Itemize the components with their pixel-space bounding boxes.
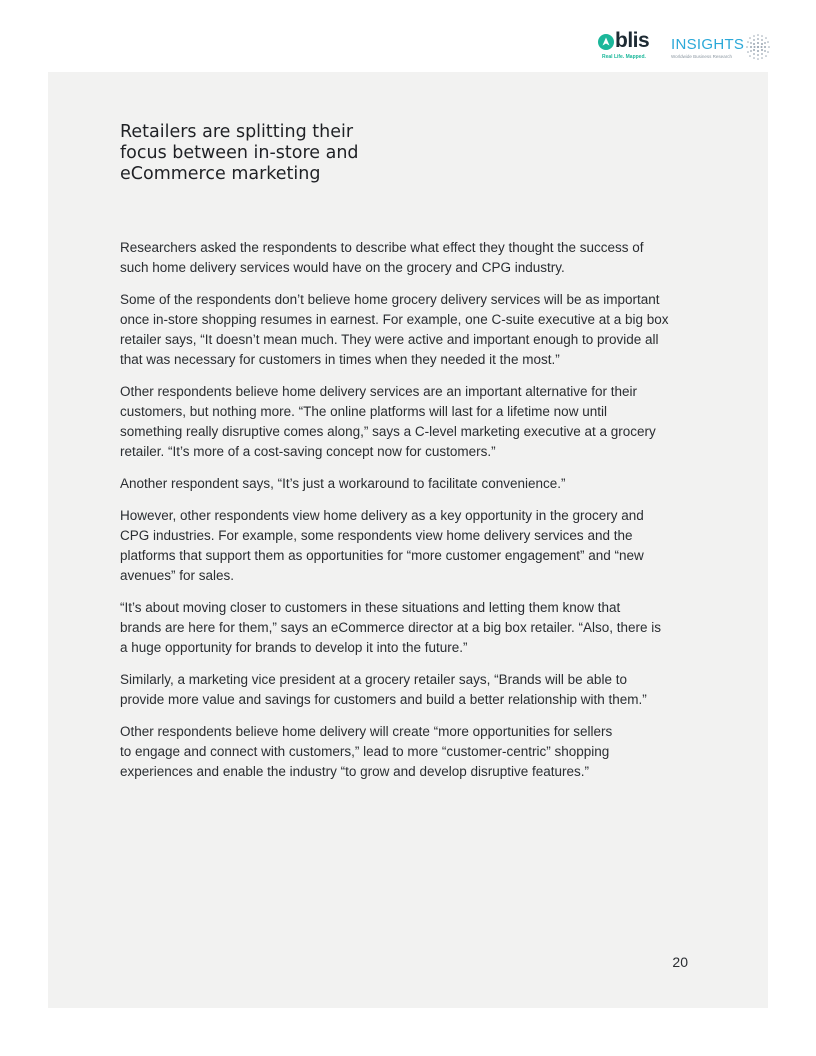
page-number: 20 (672, 954, 688, 970)
paragraph: Other respondents believe home delivery services are an important alternative for their customers, but nothing more. “The online platforms will last for a lifetime now until something really disruptive comes along,” says a C-level marketing executive at a grocery retailer. “It’s more of a cost-saving concept now for customers.” (120, 384, 656, 459)
dotted-globe-icon (743, 32, 773, 62)
blis-arrow-icon (598, 34, 614, 50)
insights-tagline: Worldwide Business Research (671, 54, 732, 59)
paragraph: However, other respondents view home delivery as a key opportunity in the grocery and CPG industries. For example, some respondents view home delivery services and the platforms that support them as opportunities for “more customer engagement” and “new avenues” for sales. (120, 508, 644, 583)
paragraph: Other respondents believe home delivery will create “more opportunities for sellers to engage and connect with customers,” lead to more “customer-centric” shopping experiences and enable the industry “to grow and develop disruptive features.” (120, 724, 613, 779)
blis-logo (598, 29, 652, 62)
paragraph: Researchers asked the respondents to describe what effect they thought the success of such home delivery services would have on the grocery and CPG industry. (120, 240, 644, 275)
paragraph: “It’s about moving closer to customers in these situations and letting them know that brands are here for them,” says an eCommerce director at a big box retailer. “Also, there is a huge opportunity for brands to develop it into the future.” (120, 600, 661, 655)
blis-logo-text: blis (615, 29, 650, 52)
paragraph: Similarly, a marketing vice president at a grocery retailer says, “Brands will be able to provide more value and savings for customers and build a better relationship with them.” (120, 672, 647, 707)
insights-logo-text: INSIGHTS (671, 36, 745, 53)
page-title: Retailers are splitting their focus between in-store and eCommerce marketing (120, 122, 359, 184)
paragraph: Another respondent says, “It’s just a workaround to facilitate convenience.” (120, 476, 566, 491)
page-header (0, 0, 816, 72)
paragraph: Some of the respondents don’t believe home grocery delivery services will be as important once in-store shopping resumes in earnest. For example, one C-suite executive at a big box retailer says, “It doesn’t mean much. They were active and important enough to provide all that was necessary for customers in times when they needed it the most.” (120, 292, 669, 367)
article-body (120, 238, 680, 794)
blis-tagline: Real Life. Mapped. (602, 54, 646, 60)
insights-logo (671, 34, 775, 62)
content-panel (48, 72, 768, 1008)
